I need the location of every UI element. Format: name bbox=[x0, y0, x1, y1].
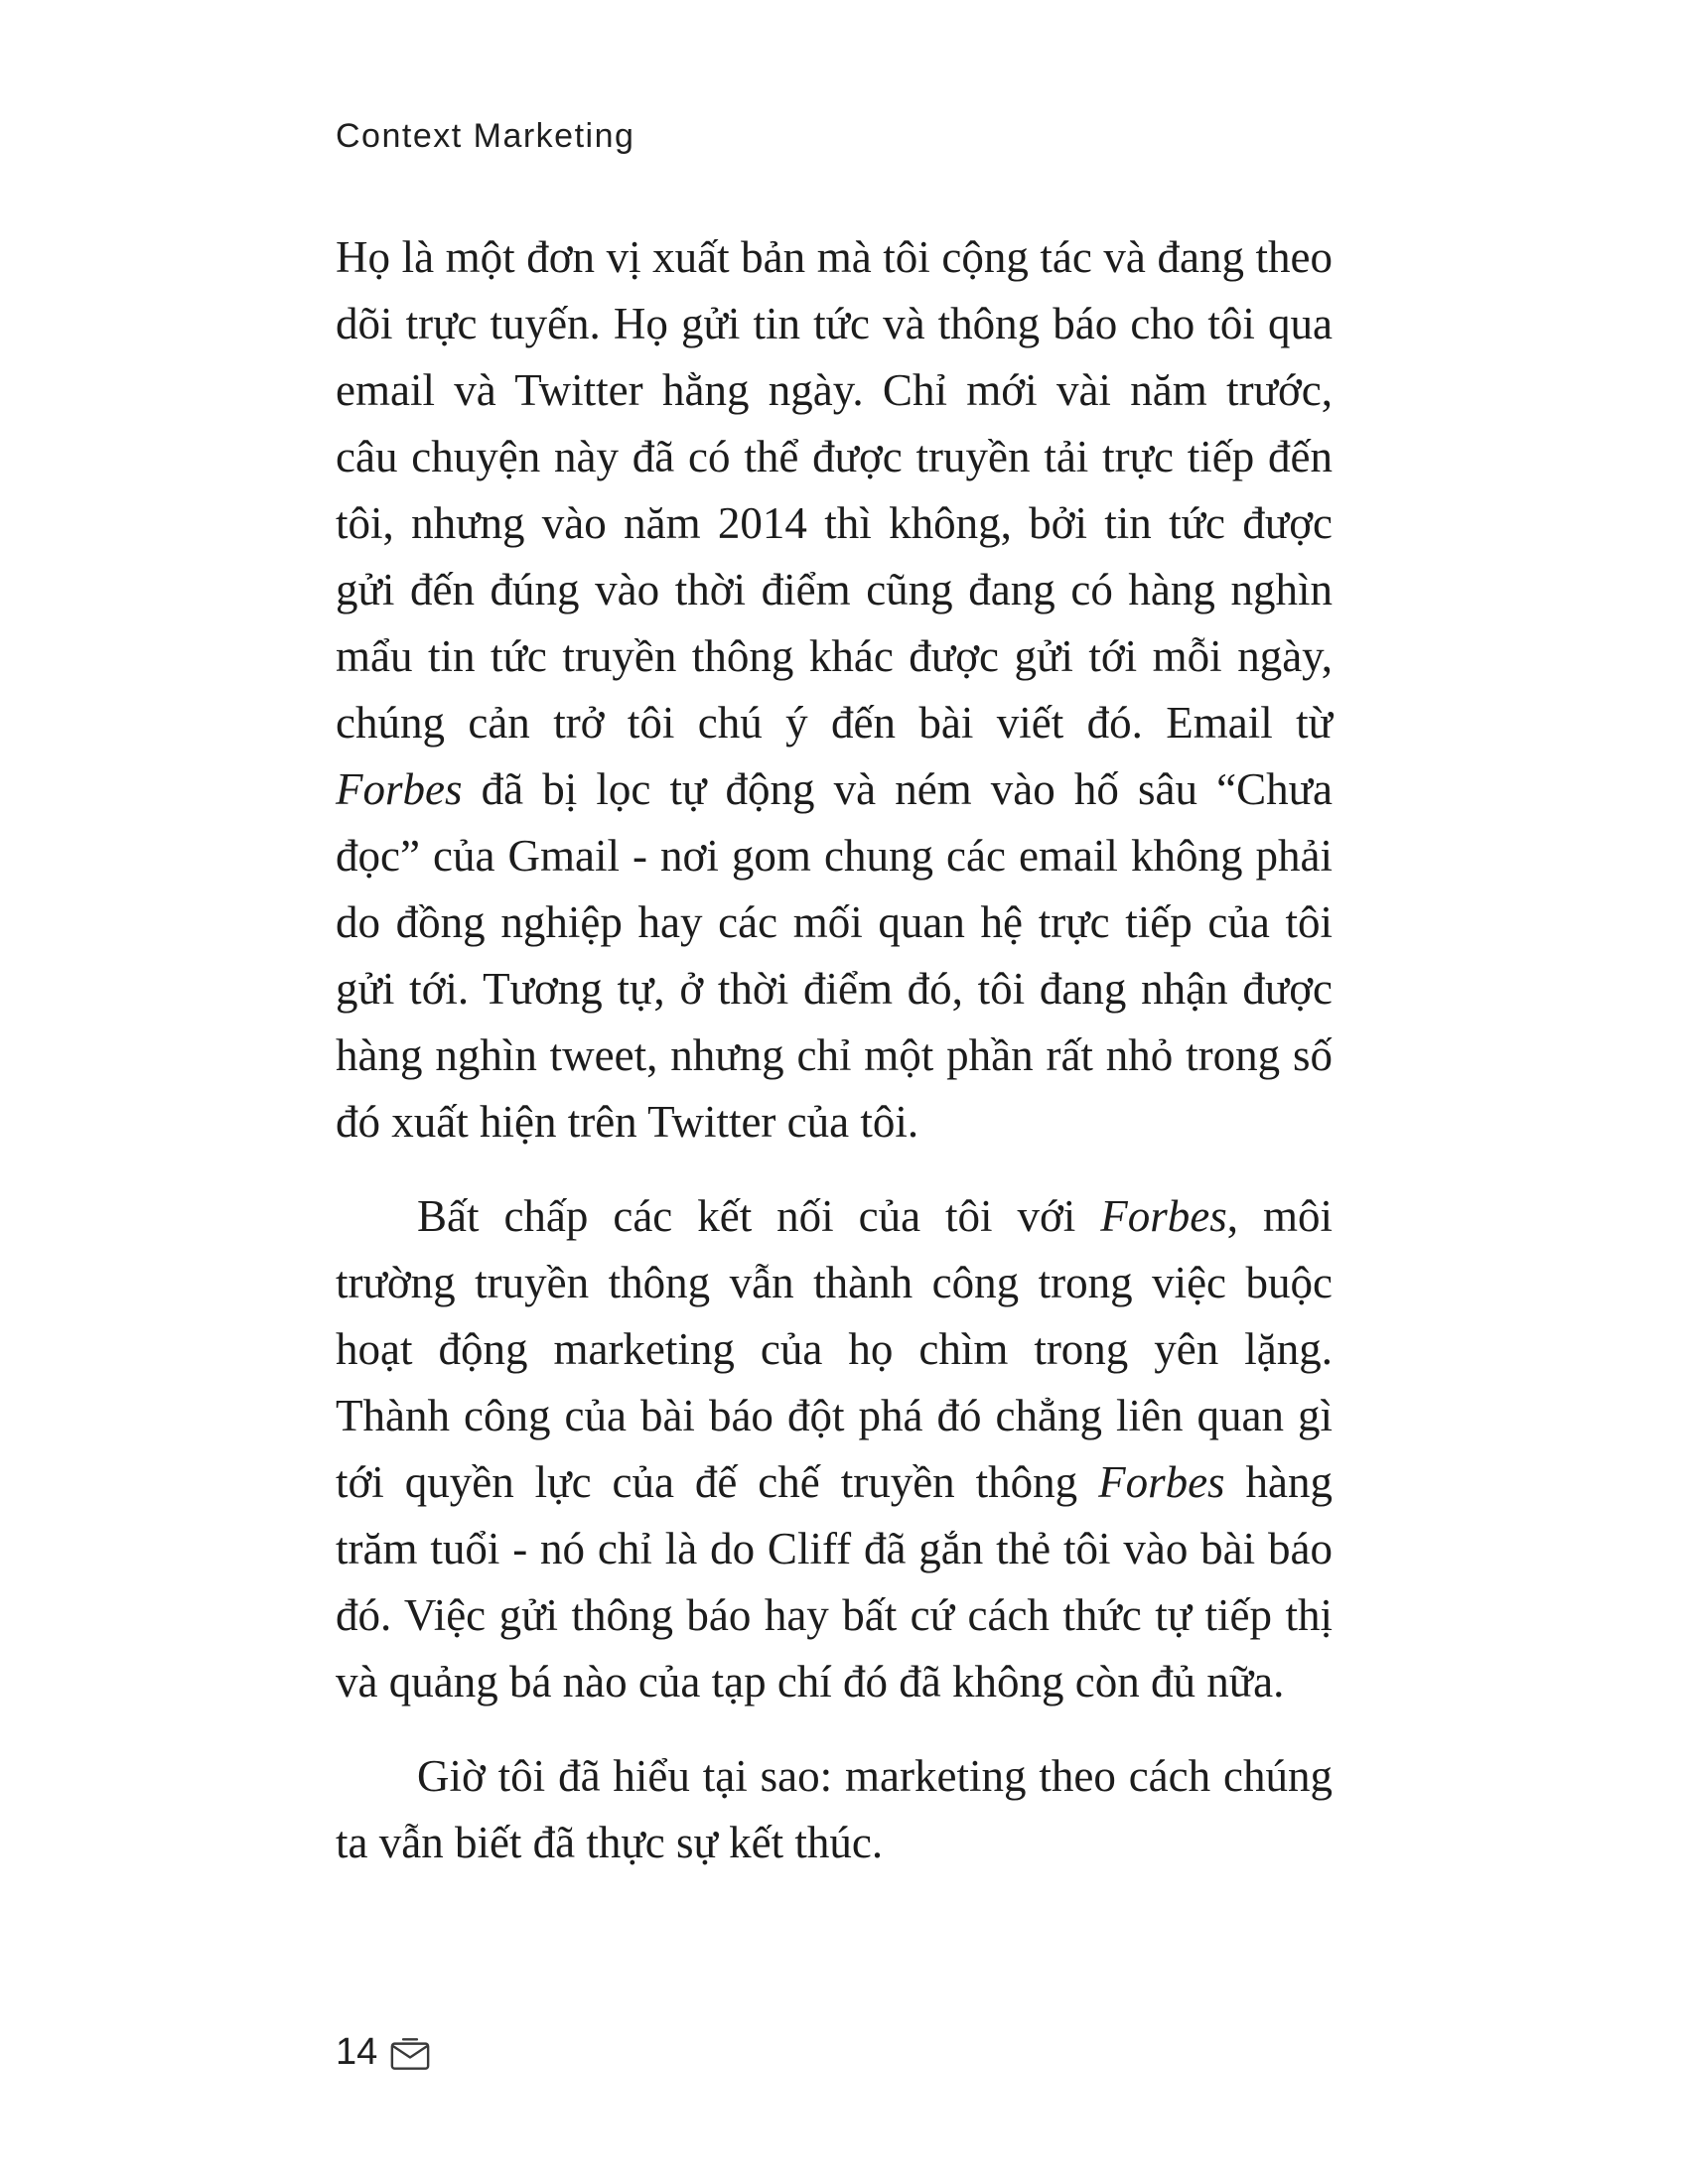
text-run: Giờ tôi đã hiểu tại sao: marketing theo cách chúng ta vẫn biết đã thực sự kết thúc. bbox=[336, 1751, 1333, 1867]
mail-icon bbox=[389, 2035, 431, 2073]
running-header bbox=[336, 117, 634, 156]
italic-text-run: Forbes bbox=[336, 764, 463, 814]
paragraph bbox=[336, 1183, 1333, 1715]
running-header-title: Context Marketing bbox=[336, 117, 635, 155]
text-run: Bất chấp các kết nối của tôi với bbox=[417, 1191, 1101, 1241]
italic-text-run: Forbes bbox=[1100, 1191, 1227, 1241]
paragraph bbox=[336, 1743, 1333, 1876]
page-number: 14 bbox=[336, 2031, 378, 2073]
text-run: đã bị lọc tự động và ném vào hố sâu “Chưa đọc” của Gmail - nơi gom chung các email không phải do đồng nghiệp hay các mối quan hệ trực tiếp của tôi gửi tới. Tương tự, ở thời điểm đó, tôi đang nhận được hàng nghìn tweet, nhưng chỉ một phần rất nhỏ trong số đó xuất hiện trên Twitter của tôi. bbox=[336, 764, 1333, 1147]
text-run: Họ là một đơn vị xuất bản mà tôi cộng tác và đang theo dõi trực tuyến. Họ gửi tin tức và thông báo cho tôi qua email và Twitter hằng ngày. Chỉ mới vài năm trước, câu chuyện này đã có thể được truyền tải trực tiếp đến tôi, nhưng vào năm 2014 thì không, bởi tin tức được gửi đến đúng vào thời điểm cũng đang có hàng nghìn mẩu tin tức truyền thông khác được gửi tới mỗi ngày, chúng cản trở tôi chú ý đến bài viết đó. Email từ bbox=[336, 232, 1333, 748]
italic-text-run: Forbes bbox=[1098, 1457, 1225, 1507]
page-footer bbox=[336, 2031, 431, 2074]
paragraph bbox=[336, 224, 1333, 1156]
text-run: hàng trăm tuổi - nó chỉ là do Cliff đã gắn thẻ tôi vào bài báo đó. Việc gửi thông báo hay bất cứ cách thức tự tiếp thị và quảng bá nào của tạp chí đó đã không còn đủ nữa. bbox=[336, 1457, 1334, 1706]
text-run: , môi trường truyền thông vẫn thành công trong việc buộc hoạt động marketing của họ chìm trong yên lặng. Thành công của bài báo đột phá đó chẳng liên quan gì tới quyền lực của đế chế truyền thông bbox=[336, 1191, 1333, 1507]
page-body bbox=[336, 224, 1333, 1904]
